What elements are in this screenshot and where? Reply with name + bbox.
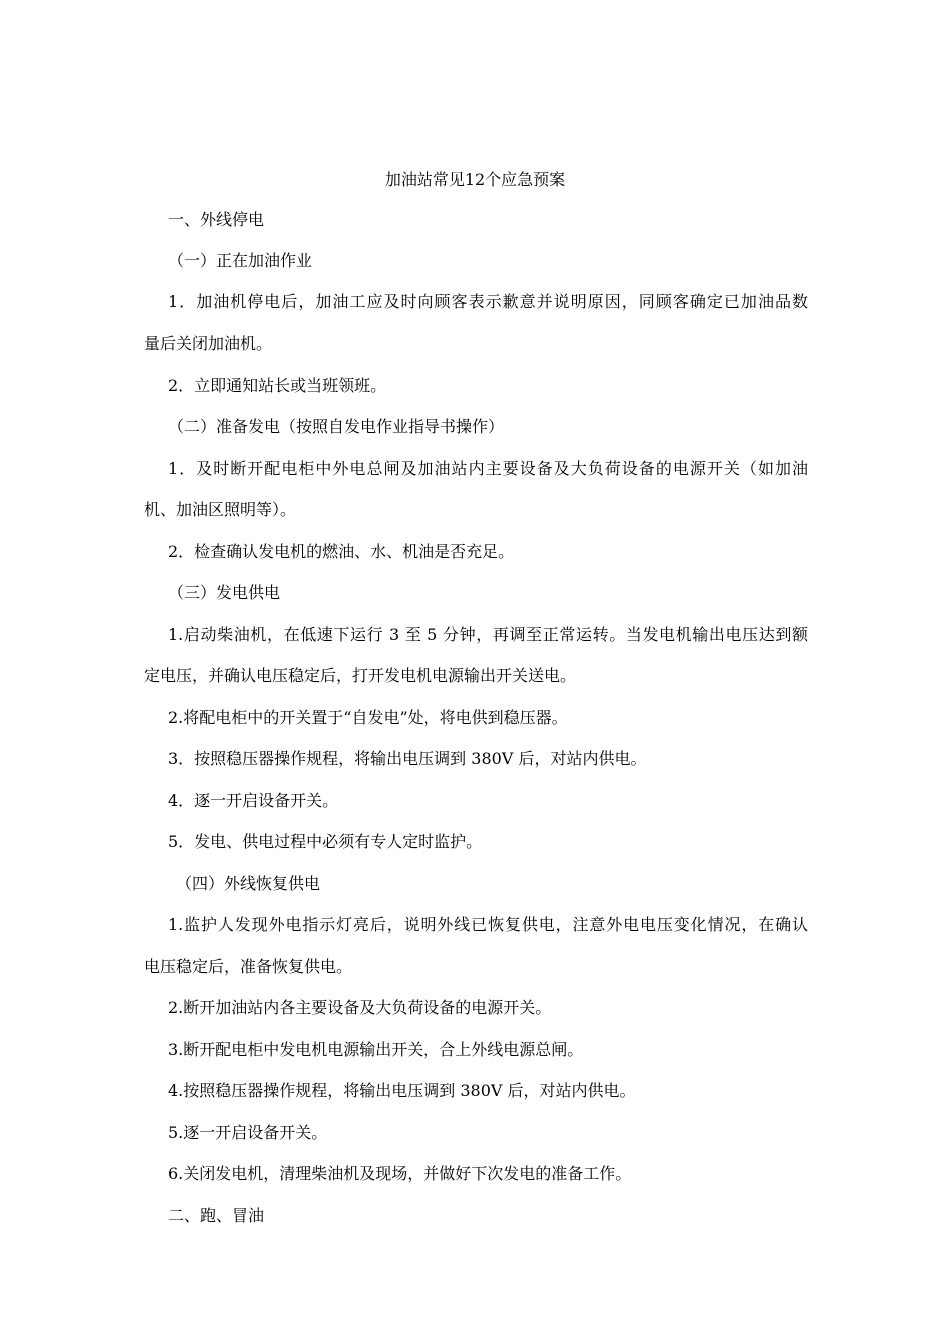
document-title: 加油站常见12个应急预案	[384, 170, 566, 189]
paragraph-line: 2.将配电柜中的开关置于“自发电”处，将电供到稳压器。	[168, 708, 568, 727]
paragraph-line: 1.监护人发现外电指示灯亮后，说明外线已恢复供电，注意外电电压变化情况，在确认	[168, 915, 808, 934]
paragraph-line: 量后关闭加油机。	[144, 334, 273, 353]
paragraph-line: 3．按照稳压器操作规程，将输出电压调到 380V 后，对站内供电。	[168, 749, 647, 768]
paragraph-line: 电压稳定后，准备恢复供电。	[144, 957, 353, 976]
paragraph-line: 1．加油机停电后，加油工应及时向顾客表示歉意并说明原因，同顾客确定已加油品数	[168, 292, 808, 311]
paragraph-line: 5.逐一开启设备开关。	[168, 1123, 328, 1142]
section-heading-2: 二、跑、冒油	[168, 1206, 265, 1225]
paragraph-line: 6.关闭发电机，清理柴油机及现场，并做好下次发电的准备工作。	[168, 1164, 632, 1183]
paragraph-line: 2．检查确认发电机的燃油、水、机油是否充足。	[168, 542, 515, 561]
subsection-heading-3: （三）发电供电	[168, 583, 281, 602]
subsection-heading-1: （一）正在加油作业	[168, 251, 313, 270]
paragraph-line: 1．及时断开配电柜中外电总闸及加油站内主要设备及大负荷设备的电源开关（如加油	[168, 459, 808, 478]
paragraph-line: 3.断开配电柜中发电机电源输出开关，合上外线电源总闸。	[168, 1040, 584, 1059]
paragraph-line: 2.断开加油站内各主要设备及大负荷设备的电源开关。	[168, 998, 552, 1017]
paragraph-line: 1.启动柴油机，在低速下运行 3 至 5 分钟，再调至正常运转。当发电机输出电压达到额	[168, 625, 808, 644]
paragraph-line: 4．逐一开启设备开关。	[168, 791, 339, 810]
section-heading-1: 一、外线停电	[168, 210, 265, 229]
paragraph-line: 5．发电、供电过程中必须有专人定时监护。	[168, 832, 483, 851]
paragraph-line: 机、加油区照明等）。	[144, 500, 297, 519]
subsection-heading-2: （二）准备发电（按照自发电作业指导书操作）	[168, 417, 505, 436]
subsection-heading-4: （四）外线恢复供电	[176, 874, 321, 893]
paragraph-line: 定电压，并确认电压稳定后，打开发电机电源输出开关送电。	[144, 666, 577, 685]
paragraph-line: 2．立即通知站长或当班领班。	[168, 376, 387, 395]
paragraph-line: 4.按照稳压器操作规程，将输出电压调到 380V 后，对站内供电。	[168, 1081, 636, 1100]
